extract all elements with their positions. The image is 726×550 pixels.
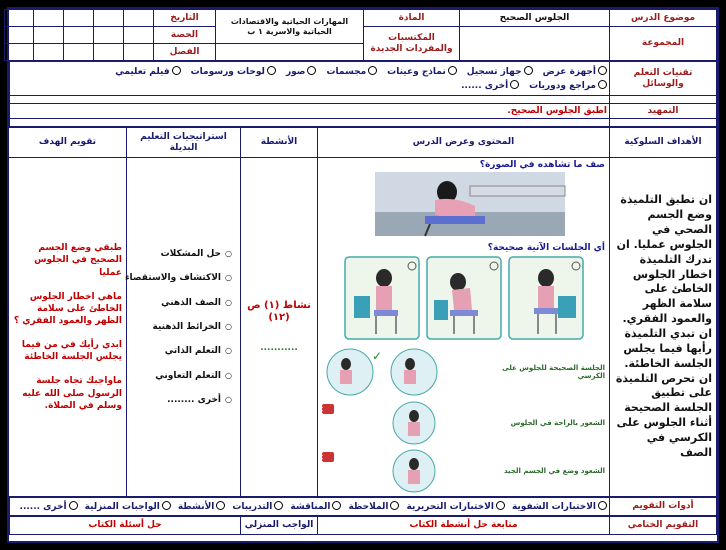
final-evaluation-label: التقويم الختامي <box>610 517 717 535</box>
svg-text:✕: ✕ <box>317 453 324 463</box>
tool-option-drawings[interactable]: لوحات ورسومات <box>191 66 276 77</box>
assessment-option-homework[interactable]: الواجبات المنزلية <box>85 501 171 512</box>
assessment-option-oral[interactable]: الاختبارات الشفوية <box>512 501 607 512</box>
class-cell <box>34 44 64 61</box>
footer-table <box>9 516 717 535</box>
question-which-correct: أي الجلسات الآتية صحيحة؟ <box>487 242 605 253</box>
content-header: المحتوى وعرض الدرس <box>318 128 610 158</box>
spacer-cell <box>10 96 610 104</box>
assessment-options <box>10 498 610 516</box>
lesson-topic-label: موضوع الدرس <box>610 10 717 27</box>
subject-label: المادة <box>364 10 460 27</box>
date-label: التاريخ <box>154 10 216 27</box>
svg-text:✓: ✓ <box>371 349 382 364</box>
class-cell <box>5 44 34 61</box>
strategy-item: ○ التعلم التعاوني <box>129 371 232 381</box>
wrong-sitting-pair <box>317 400 442 446</box>
class-cell <box>64 44 94 61</box>
spacer-cell <box>10 119 610 127</box>
tool-option-models[interactable]: نماذج وعينات <box>387 66 457 77</box>
girl-at-desk-photo <box>375 172 565 236</box>
sitting-option-a[interactable] <box>508 256 584 340</box>
lesson-topic-value: الجلوس الصحيح <box>460 10 610 27</box>
wrong-sitting-single <box>317 448 442 494</box>
tools-options <box>10 62 610 96</box>
assessment-label: أدوات التقويم <box>610 498 717 516</box>
class-label: الفصل <box>154 44 216 61</box>
strategies-header: استراتيجيات التعليم البديلة <box>127 128 241 158</box>
strategies-cell <box>124 158 241 497</box>
tools-table <box>9 61 717 127</box>
class-cell <box>94 44 124 61</box>
follow-activities-text: متابعة حل أنشطة الكتاب <box>318 517 610 535</box>
activities-cell <box>241 158 318 497</box>
group-label: المجموعة <box>610 27 717 61</box>
activity-dots: ........... <box>260 343 298 354</box>
strategy-item: ○ الاكتشاف والاستقصاء <box>129 273 232 283</box>
assessment-table <box>9 497 717 516</box>
tool-option-pictures[interactable]: صور <box>286 66 317 77</box>
evaluation-item: ابدي رأيك في من فيما يجلس الجلسة الخاطئة <box>21 340 122 363</box>
subject-value: المهارات الحياتية والاقتصادات الحياتية والاسرية ١ ب <box>216 10 364 44</box>
tool-option-film[interactable]: فيلم تعليمي <box>115 66 180 77</box>
objectives-text: ان تطبق التلميذة وضع الجسم الصحي في الجلوس عمليا. ان تدرك التلميذة اخطار الجلوس الخاطئ على سلامة الظهر والعمود الفقري. ان تبدي التلميذة رأيها فيما يجلس الجلسة الخاطئة. ان تحرص التلميذة على تطبيق الجلسة الصحيحة أثناء الجلوس على الكرسي في الصف <box>615 193 712 459</box>
caption-comfort: الشعور بالراحة في الجلوس <box>510 419 605 427</box>
acquisitions-value <box>216 44 364 61</box>
intro-text: اطبق الجلوس الصحيح. <box>10 104 610 119</box>
tool-option-solids[interactable]: مجسمات <box>326 66 377 77</box>
content-cell <box>318 158 610 497</box>
evaluation-item: ماواجبك تجاه جلسة الرسول صلى الله عليه وسلم في الصلاة. <box>22 376 122 411</box>
assessment-option-other[interactable]: أخرى ...... <box>20 501 78 512</box>
sitting-option-b[interactable] <box>426 256 502 340</box>
tool-option-other[interactable]: أخرى ...... <box>461 80 519 91</box>
date-cell <box>64 10 94 27</box>
period-cell <box>124 27 154 44</box>
strategy-item: ○ حل المشكلات <box>129 249 232 259</box>
activity-text: نشاط (١) ص (١٢) <box>247 300 311 323</box>
strategy-item: ○ التعلم الذاتي <box>129 346 232 356</box>
main-table <box>8 127 717 497</box>
assessment-option-discussion[interactable]: المناقشة <box>290 501 341 512</box>
activities-header: الأنشطة <box>241 128 318 158</box>
period-cell <box>34 27 64 44</box>
spacer-cell <box>610 96 717 104</box>
strategy-item: ○ أخرى ........ <box>129 395 232 405</box>
caption-position: الشعود وضع في الجسم الجيد <box>503 467 605 475</box>
strategy-item: ○ الخرائط الذهنية <box>129 322 232 332</box>
evaluation-item: طبقي وضع الجسم الصحيح في الجلوس عمليا <box>34 243 122 278</box>
date-cell <box>124 10 154 27</box>
date-cell <box>5 10 34 27</box>
strategy-item: ○ الصف الذهني <box>129 298 232 308</box>
sitting-option-c[interactable] <box>344 256 420 340</box>
tool-option-projectors[interactable]: أجهزة عرض <box>543 66 607 77</box>
assessment-option-exercises[interactable]: التدريبات <box>232 501 283 512</box>
period-cell <box>5 27 34 44</box>
class-cell <box>124 44 154 61</box>
evaluation-item: ماهي اخطار الجلوس الخاطئ على سلامة الظهر والعمود الفقري ؟ <box>13 291 122 326</box>
spacer-cell <box>610 119 717 127</box>
date-cell <box>34 10 64 27</box>
question-describe: صف ما تشاهده في الصورة؟ <box>479 160 605 170</box>
caption-correct: الجلسة الصحيحة للجلوس على الكرسي <box>502 363 605 381</box>
period-cell <box>64 27 94 44</box>
date-cell <box>94 10 124 27</box>
period-cell <box>94 27 124 44</box>
tool-option-references[interactable]: مراجع ودوريات <box>529 80 607 91</box>
objectives-header: الأهداف السلوكية <box>610 128 717 158</box>
period-label: الحصة <box>154 27 216 44</box>
group-value <box>460 27 610 61</box>
book-questions-text: حل أسئلة الكتاب <box>10 517 241 535</box>
lesson-plan-sheet <box>7 7 719 543</box>
header-table <box>4 9 717 61</box>
svg-text:✕: ✕ <box>317 405 324 415</box>
assessment-option-written[interactable]: الاختبارات التحريرية <box>406 501 504 512</box>
intro-label: التمهيد <box>610 104 717 119</box>
evaluation-header: تقويم الهدف <box>9 128 127 158</box>
homework-label: الواجب المنزلي <box>241 517 318 535</box>
tool-option-recorder[interactable]: جهاز تسجيل <box>467 66 533 77</box>
tools-label: تقنيات التعلم والوسائل <box>610 62 717 96</box>
acquisitions-label: المكتسبات والمفردات الجديدة <box>364 27 460 61</box>
sitting-options <box>322 256 605 340</box>
comparison-circles <box>322 346 442 398</box>
evaluation-cell <box>9 158 127 497</box>
assessment-option-observation[interactable]: الملاحظة <box>348 501 399 512</box>
assessment-option-activities[interactable]: الأنشطة <box>178 501 226 512</box>
